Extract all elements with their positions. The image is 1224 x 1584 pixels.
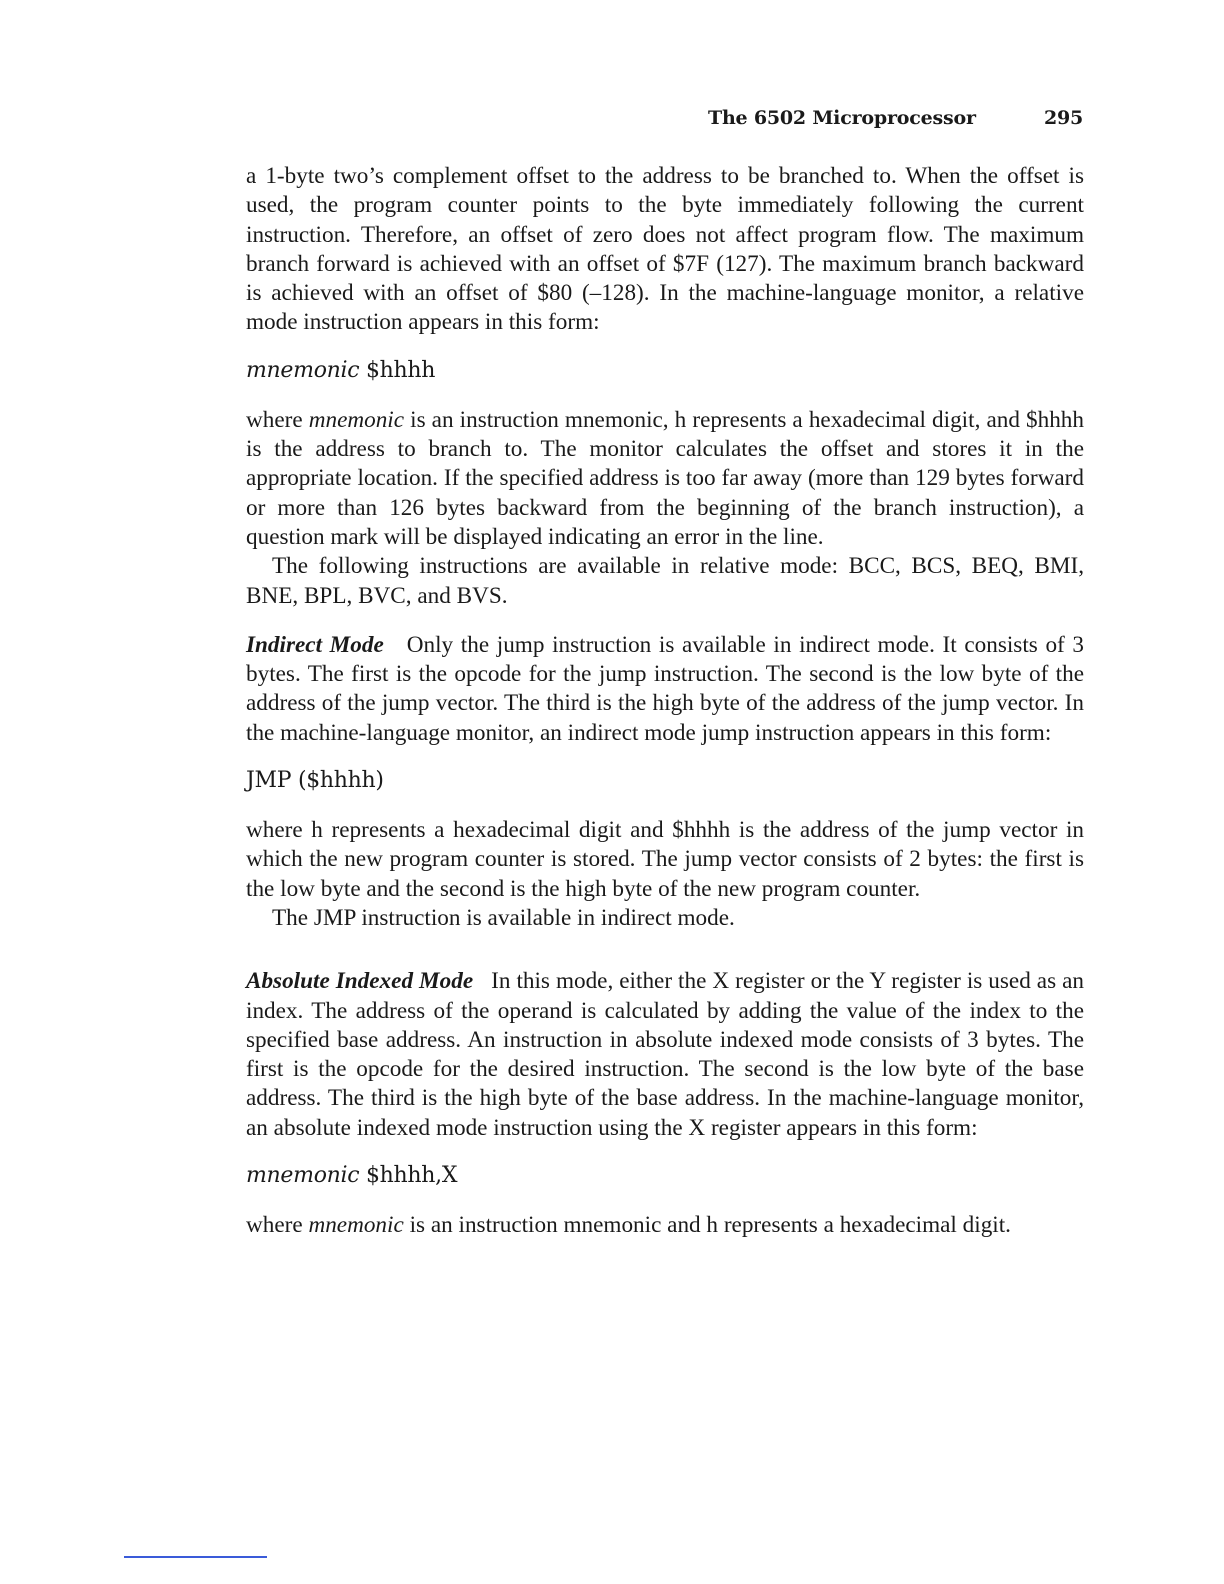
footer-rule	[124, 1556, 267, 1558]
text-lead: where	[246, 406, 309, 433]
text-lead: where	[246, 1212, 309, 1239]
indirect-mode-text: Only the jump instruction is available in indirect mode. It consists of 3 bytes. The first is the opcode for the jump instruction. The second is the low byte of the address of the jump vector. The third is the high byte of the address of the jump vector. In the machine-language monitor, an indirect mode jump instruction appears in this form:	[246, 631, 1085, 746]
text-mnemonic-italic: mnemonic	[308, 406, 405, 433]
paragraph-indirect-explain: where h represents a hexadecimal digit and $hhhh is the address of the jump vector in which the new program counter is stored. The jump vector consists of 2 bytes: the first is the low byte and the second is the high byte of the new program counter.	[246, 817, 1084, 902]
section-indirect-mode	[246, 631, 1084, 748]
code-indirect-form: JMP ($hhhh)	[246, 768, 384, 794]
paragraph-indirect-instructions: The JMP instruction is available in indirect mode.	[272, 904, 735, 931]
code-mnemonic: mnemonic	[246, 1163, 360, 1189]
page-number: 295	[1043, 107, 1083, 129]
paragraph-relative-instructions: The following instructions are available in relative mode: BCC, BCS, BEQ, BMI, BNE, BPL, BVC, and BVS.	[246, 553, 1084, 609]
paragraph-relative-explain	[246, 406, 1084, 552]
code-mnemonic: mnemonic	[246, 357, 360, 383]
header-title: The 6502 Microprocessor	[708, 107, 976, 129]
absolute-indexed-mode-text: In this mode, either the X register or the Y register is used as an index. The address of the operand is calculated by adding the value of the index to the specified base address. An instruction in absolute indexed mode consists of 3 bytes. The first is the opcode for the desired instruction. The second is the low byte of the base address. The third is the high byte of the base address. In the machine-language monitor, an absolute indexed mode instruction using the X register appears in this form:	[246, 968, 1084, 1141]
text-rest: is an instruction mnemonic and h represents a hexadecimal digit.	[403, 1212, 1011, 1239]
text-rest: is an instruction mnemonic, h represents a hexadecimal digit, and $hhhh is the address to branch to. The monitor calculates the offset and stores it in the appropriate location. If the specified address is too far away (more than 129 bytes forward or more than 126 bytes backward from the beginning of the branch instruction), a question mark will be displayed indicating an error in the line.	[246, 406, 1084, 550]
code-operand: $hhhh,X	[359, 1163, 458, 1189]
paragraph-absolute-explain	[246, 1211, 1084, 1240]
paragraph-relative-offset: a 1-byte two’s complement offset to the address to be branched to. When the offset is used, the program counter points to the byte immediately following the current instruction. Therefore, an offset of zero does not affect program flow. The maximum branch forward is achieved with an offset of $7F (127). The maximum branch backward is achieved with an offset of $80 (–128). In the machine-language monitor, a relative mode instruction appears in this form:	[246, 163, 1084, 336]
page-body	[246, 162, 1084, 1240]
heading-absolute-indexed-mode: Absolute Indexed Mode	[246, 968, 474, 995]
heading-indirect-mode: Indirect Mode	[246, 631, 384, 658]
section-absolute-indexed-mode	[246, 967, 1084, 1143]
code-operand: $hhhh	[359, 357, 436, 383]
code-absolute-indexed-form	[246, 1161, 1084, 1191]
code-relative-form	[246, 356, 1084, 386]
text-mnemonic-italic: mnemonic	[308, 1212, 404, 1239]
